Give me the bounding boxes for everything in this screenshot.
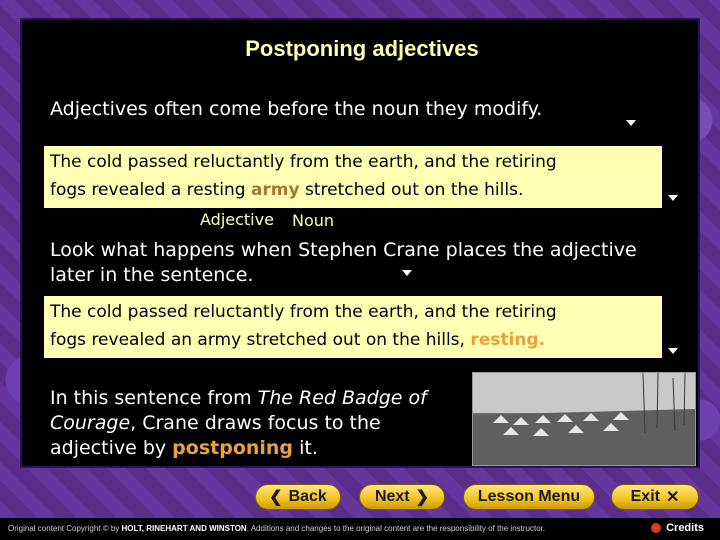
next-button[interactable] (359, 484, 445, 510)
chevron-left-icon: ❮ (269, 489, 283, 506)
lesson-menu-label: Lesson Menu (477, 488, 581, 505)
quote2-line1: The cold passed reluctantly from the earth, and the retiring (50, 302, 557, 322)
closing-postponing: postponing (172, 437, 294, 459)
label-noun: Noun (292, 211, 335, 230)
army-camp-image (473, 373, 695, 465)
advance-arrow-icon[interactable] (402, 270, 412, 276)
chevron-right-icon: ❯ (415, 489, 430, 506)
quote2-line2 (50, 326, 656, 354)
closing-pre: In this sentence from (50, 387, 258, 409)
credits-button[interactable] (651, 522, 704, 534)
exit-button[interactable] (611, 484, 699, 510)
lesson-menu-button[interactable] (463, 484, 595, 510)
quote1-line2-post: stretched out on the hills. (299, 180, 524, 200)
quote-block-1 (44, 146, 662, 208)
quote-block-2 (44, 296, 662, 358)
book-title: The Red Badge of Courage (50, 387, 427, 434)
quote1-noun: army (250, 180, 300, 200)
quote1-line2-pre: fogs revealed a resting (50, 180, 251, 200)
copyright-text (8, 524, 545, 533)
back-button[interactable] (255, 484, 341, 510)
back-label: Back (288, 488, 327, 505)
label-adjective: Adjective (200, 210, 274, 229)
advance-arrow-icon[interactable] (668, 348, 678, 354)
quote2-line2-pre: fogs revealed an army stretched out on the hills, (50, 330, 471, 350)
quote2-adjective: resting. (470, 330, 546, 350)
credits-label: Credits (666, 522, 704, 534)
closing-post: it. (293, 437, 318, 459)
intro-text (50, 98, 542, 120)
body-text: Look what happens when Stephen Crane places the adjective later in the sentence. (50, 239, 637, 286)
quote1-line1: The cold passed reluctantly from the earth, and the retiring (50, 152, 557, 172)
slide-title: Postponing adjectives (245, 36, 479, 61)
slide-panel (20, 18, 700, 468)
publisher-name: HOLT, RINEHART AND WINSTON (121, 524, 247, 533)
copyright-pre: Original content Copyright © by (8, 524, 122, 533)
footer (0, 518, 720, 540)
army-camp-photo (472, 372, 696, 466)
closing-mid: , Crane draws focus to the adjective by (50, 412, 381, 459)
credits-dot-icon (651, 523, 661, 533)
intro-sentence: Adjectives often come before the noun they modify. (50, 98, 543, 120)
quote1-line2 (50, 176, 656, 204)
next-label: Next (374, 488, 410, 505)
exit-label: Exit (630, 488, 660, 505)
advance-arrow-icon[interactable] (668, 195, 678, 201)
advance-arrow-icon[interactable] (626, 120, 636, 126)
close-icon: ✕ (665, 489, 680, 506)
copyright-post: . Additions and changes to the original content are the responsibility of the instructor. (246, 524, 546, 533)
closing-text (50, 386, 470, 461)
